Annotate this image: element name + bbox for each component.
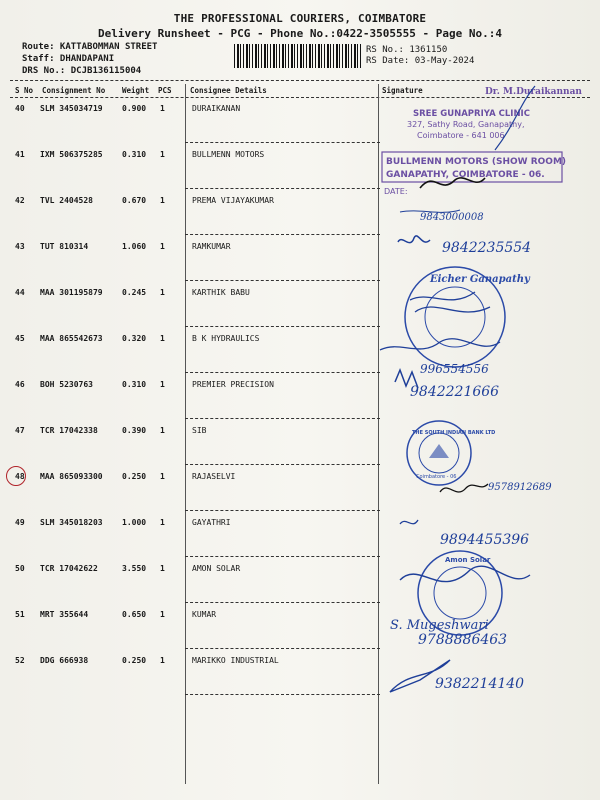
row-pcs: 1 (160, 472, 165, 481)
clinic-city: Coimbatore - 641 006 (417, 131, 505, 140)
row-weight: 0.650 (122, 610, 147, 619)
row-separator (185, 602, 380, 603)
row-consignment: MRT 355644 (40, 610, 89, 619)
row-pcs: 1 (160, 242, 165, 251)
row-weight: 3.550 (122, 564, 147, 573)
row-pcs: 1 (160, 334, 165, 343)
row-consignment: MAA 865542673 (40, 334, 103, 343)
handwritten-phone-49: 9894455396 (440, 532, 530, 548)
row-separator (185, 418, 380, 419)
row-weight: 0.670 (122, 196, 147, 205)
row-separator (185, 372, 380, 373)
signature-scribbles (380, 230, 590, 710)
row-weight: 0.310 (122, 380, 147, 389)
clinic-doctor-name: Dr. M.Duraikannan (485, 87, 582, 97)
row-consignment: SLM 345034719 (40, 104, 103, 113)
company-title: THE PROFESSIONAL COURIERS, COIMBATORE (173, 12, 427, 25)
handwritten-phone-46: 9842221666 (410, 384, 500, 400)
row-separator (185, 326, 380, 327)
rs-date: RS Date: 03-May-2024 (366, 56, 475, 66)
row-weight: 0.320 (122, 334, 147, 343)
handwritten-phone-48: 9578912689 (488, 482, 552, 493)
clinic-name: SREE GUNAPRIYA CLINIC (413, 109, 530, 119)
row-consignee: PREMIER PRECISION (192, 380, 274, 389)
bullmenn-date-label: DATE: (384, 187, 408, 196)
row-pcs: 1 (160, 656, 165, 665)
row-weight: 0.245 (122, 288, 147, 297)
row-consignee: PREMA VIJAYAKUMAR (192, 196, 274, 205)
row-pcs: 1 (160, 104, 165, 113)
header-rule-top (10, 80, 590, 81)
sib-stamp-branch: Coimbatore - 06 (416, 474, 457, 480)
handwritten-phone-42: 9843000008 (420, 212, 484, 223)
row-consignment: TVL 2404528 (40, 196, 93, 205)
barcode (234, 44, 362, 68)
row-consignment: MAA 301195879 (40, 288, 103, 297)
row-consignment: DDG 666938 (40, 656, 89, 665)
row-sno: 44 (15, 288, 25, 297)
row-consignee: RAJASELVI (192, 472, 236, 481)
row-weight: 1.060 (122, 242, 147, 251)
handwritten-name-51: S. Mugeshwari (390, 618, 489, 633)
circled-mark (6, 466, 26, 486)
row-pcs: 1 (160, 610, 165, 619)
col-header-pcs: PCS (158, 86, 172, 95)
row-pcs: 1 (160, 380, 165, 389)
col-header-sno: S No (15, 86, 34, 95)
row-consignee: RAMKUMAR (192, 242, 231, 251)
bullmenn-name: BULLMENN MOTORS (SHOW ROOM) (386, 157, 567, 167)
row-sno: 46 (15, 380, 25, 389)
amon-stamp-text: Amon Solar (445, 556, 491, 564)
row-sno: 42 (15, 196, 25, 205)
row-pcs: 1 (160, 288, 165, 297)
row-consignee: KARTHIK BABU (192, 288, 250, 297)
row-sno: 40 (15, 104, 25, 113)
handwritten-phone-51: 9788886463 (418, 632, 508, 648)
row-separator (185, 280, 380, 281)
drs-number: DRS No.: DCJB136115004 (22, 66, 142, 76)
runsheet-subtitle: Delivery Runsheet - PCG - Phone No.:0422-3505555 - Page No.:4 (98, 27, 502, 40)
col-header-consignment: Consignment No (42, 86, 106, 95)
row-consignee: DURAIKANAN (192, 104, 241, 113)
row-sno: 43 (15, 242, 25, 251)
row-separator (185, 648, 380, 649)
row-sno: 51 (15, 610, 25, 619)
row-consignee: KUMAR (192, 610, 217, 619)
row-weight: 0.900 (122, 104, 147, 113)
col-header-signature: Signature (382, 86, 423, 95)
bullmenn-address: GANAPATHY, COIMBATORE - 06. (386, 170, 545, 180)
row-sno: 41 (15, 150, 25, 159)
row-consignment: SLM 345018203 (40, 518, 103, 527)
rs-number: RS No.: 1361150 (366, 45, 448, 55)
row-separator (185, 234, 380, 235)
clinic-address: 327, Sathy Road, Ganapathy, (407, 120, 525, 129)
clinic-stamp (385, 84, 580, 152)
handwritten-phone-43: 9842235554 (442, 240, 532, 256)
row-consignment: TCR 17042622 (40, 564, 98, 573)
row-pcs: 1 (160, 564, 165, 573)
row-weight: 0.250 (122, 472, 147, 481)
row-sno: 50 (15, 564, 25, 573)
handwritten-phone-45: 996554556 (420, 362, 489, 376)
col-header-weight: Weight (122, 86, 150, 95)
row-consignment: TCR 17042338 (40, 426, 98, 435)
row-pcs: 1 (160, 196, 165, 205)
row-separator (185, 464, 380, 465)
row-consignment: IXM 506375285 (40, 150, 103, 159)
row-separator (185, 694, 380, 695)
row-consignee: MARIKKO INDUSTRIAL (192, 656, 279, 665)
row-consignee: SIB (192, 426, 207, 435)
row-consignee: BULLMENN MOTORS (192, 150, 265, 159)
row-consignment: BOH 5230763 (40, 380, 93, 389)
row-pcs: 1 (160, 150, 165, 159)
row-pcs: 1 (160, 426, 165, 435)
row-consignment: MAA 865093300 (40, 472, 103, 481)
eicher-stamp-text: Eicher Ganapathy (430, 274, 530, 285)
row-weight: 1.000 (122, 518, 147, 527)
row-consignment: TUT 810314 (40, 242, 89, 251)
row-consignee: B K HYDRAULICS (192, 334, 260, 343)
col-header-consignee: Consignee Details (190, 86, 267, 95)
row-separator (185, 510, 380, 511)
row-consignee: GAYATHRI (192, 518, 231, 527)
handwritten-phone-52: 9382214140 (435, 676, 525, 692)
row-sno: 47 (15, 426, 25, 435)
row-sno: 52 (15, 656, 25, 665)
row-consignee: AMON SOLAR (192, 564, 241, 573)
row-sno: 48 (15, 472, 25, 481)
row-weight: 0.250 (122, 656, 147, 665)
row-weight: 0.390 (122, 426, 147, 435)
row-separator (185, 188, 380, 189)
row-pcs: 1 (160, 518, 165, 527)
row-sno: 49 (15, 518, 25, 527)
row-sno: 45 (15, 334, 25, 343)
sib-stamp-text: THE SOUTH INDIAN BANK LTD (412, 430, 496, 436)
staff-label: Staff: DHANDAPANI (22, 54, 115, 64)
row-weight: 0.310 (122, 150, 147, 159)
row-separator (185, 556, 380, 557)
route-label: Route: KATTABOMMAN STREET (22, 42, 158, 52)
row-separator (185, 142, 380, 143)
